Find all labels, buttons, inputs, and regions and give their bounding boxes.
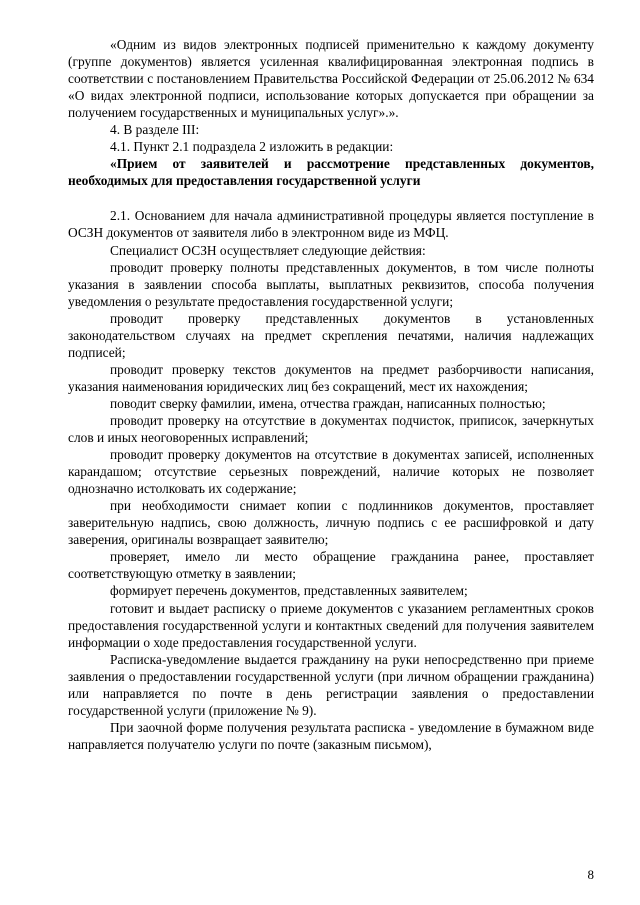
action-item: проводит проверку представленных документов в установленных законодательством случаях на предмет скрепления печатями, наличия надлежащих подписей; <box>68 310 594 360</box>
page-number: 8 <box>587 867 594 882</box>
paragraph-receipt-notice: Расписка-уведомление выдается гражданину на руки непосредственно при приеме заявления о предоставлении государственной услуги (при личном обращении гражданина) или направляется по почте в день регистрации заявления о предоставлении государственной услуги (приложение № 9). <box>68 651 594 718</box>
paragraph-remote-receipt: При заочной форме получения результата расписка - уведомление в бумажном виде направляется получателю услуги по почте (заказным письмом), <box>68 719 594 752</box>
action-item: проверяет, имело ли место обращение гражданина ранее, проставляет соответствующую отметку в заявлении; <box>68 549 594 582</box>
action-item: проводит проверку полноты представленных документов, в том числе полноты указания в заявлении способа выплаты, выплатных реквизитов, способа получения уведомления о результате предоставления государственной услуги; <box>68 259 594 309</box>
action-item: поводит сверку фамилии, имена, отчества граждан, написанных полностью; <box>110 395 546 411</box>
action-item: проводит проверку текстов документов на предмет разборчивости написания, указания наименования юридических лиц без сокращений, мест их нахождения; <box>68 361 594 394</box>
action-item: проводит проверку документов на отсутствие в документах записей, исполненных карандашом; отсутствие серьезных повреждений, наличие которых не позволяет однозначно истолковать их содержание; <box>68 447 594 497</box>
action-item: проводит проверку на отсутствие в документах подчисток, приписок, зачеркнутых слов и иных неоговоренных исправлений; <box>68 412 594 446</box>
action-item: готовит и выдает расписку о приеме документов с указанием регламентных сроков предоставления государственной услуги и контактных сведений для получения заявителем информации о ходе предоставления государственной услуги. <box>68 600 594 650</box>
paragraph-spacer <box>68 189 594 207</box>
paragraph-2-1: 2.1. Основанием для начала административной процедуры является поступление в ОСЗН документов от заявителя либо в электронном виде из МФЦ. <box>68 208 594 241</box>
paragraph-signature-definition: «Одним из видов электронных подписей применительно к каждому документу (группе документов) является усиленная квалифицированная электронная подпись в соответствии с постановлением Правительства Российской Федерации от 25.06.2012 № 634 «О видах электронной подписи, использование которых допускается при обращении за получением государственных и муниципальных услуг».». <box>68 37 594 121</box>
paragraph-section-iii: 4. В разделе III: <box>110 122 200 138</box>
action-item: формирует перечень документов, представленных заявителем; <box>110 583 468 599</box>
document-body <box>68 36 594 753</box>
action-item: при необходимости снимает копии с подлинников документов, проставляет заверительную надпись, свою должность, личную подпись с ее расшифровкой и дату заверения, оригиналы возвращает заявителю; <box>68 498 594 548</box>
paragraph-clause-4-1: 4.1. Пункт 2.1 подраздела 2 изложить в редакции: <box>110 139 394 155</box>
subsection-title: «Прием от заявителей и рассмотрение представленных документов, необходимых для предоставления государственной услуги <box>68 156 594 189</box>
paragraph-specialist-actions: Специалист ОСЗН осуществляет следующие действия: <box>110 242 426 258</box>
